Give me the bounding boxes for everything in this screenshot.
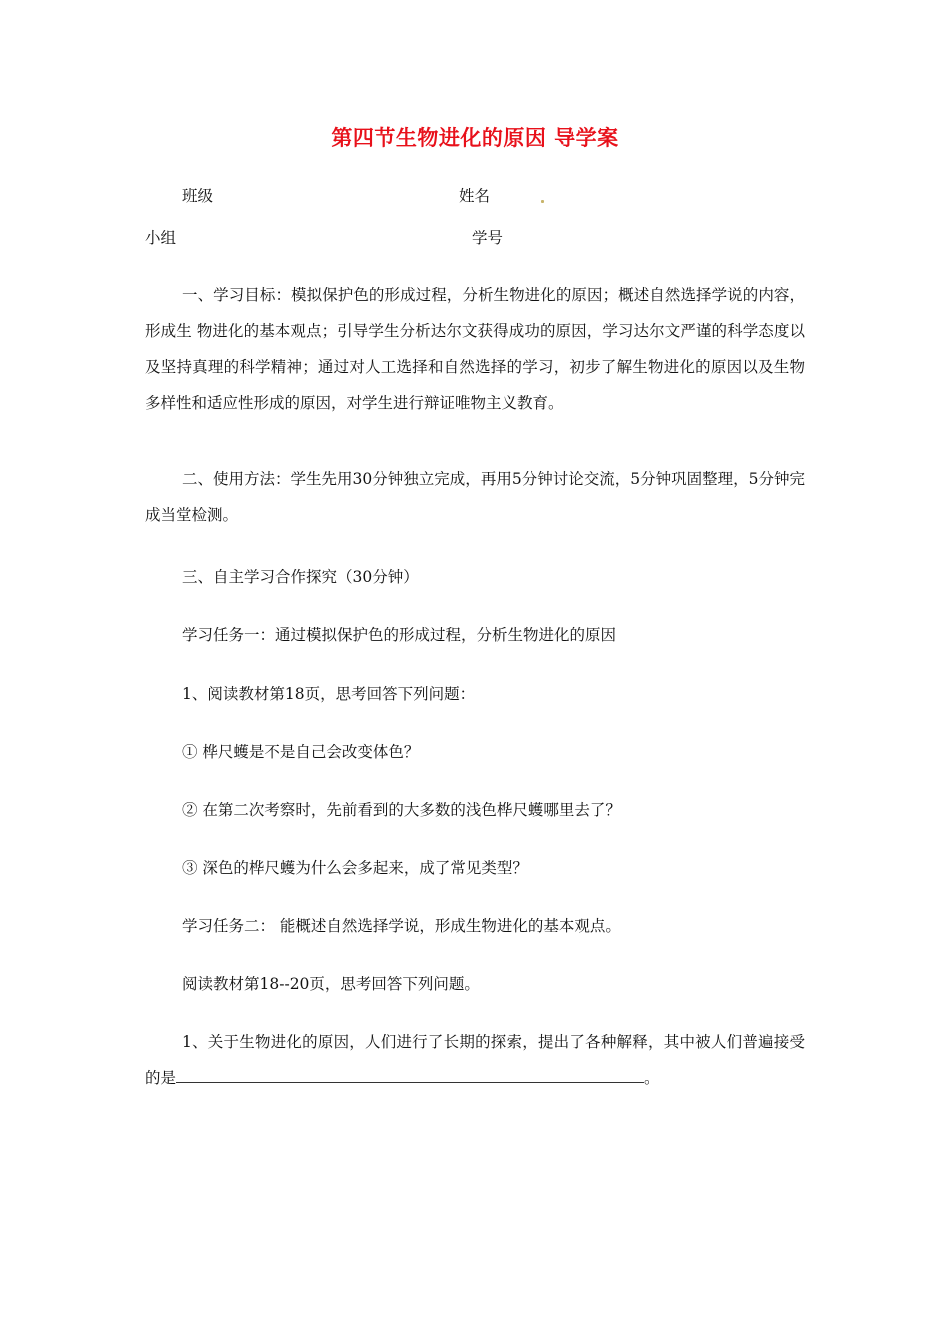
task1-heading: 学习任务一：通过模拟保护色的形成过程，分析生物进化的原因 (182, 626, 617, 644)
group-label: 小组 (145, 229, 177, 247)
document-title: 第四节生物进化的原因 导学案 (331, 126, 619, 150)
name-label: 姓名 (459, 187, 491, 205)
question-1: ① 桦尺蠖是不是自己会改变体色？ (182, 743, 420, 761)
speck-mark (541, 200, 544, 203)
answer-blank[interactable] (176, 1068, 644, 1083)
task2-question-1 (145, 1024, 805, 1096)
student-no-label: 学号 (472, 229, 504, 247)
section3-heading: 三、自主学习合作探究（30分钟） (182, 568, 419, 586)
task1-question-intro: 1、阅读教材第18页，思考回答下列问题： (182, 685, 476, 703)
question-2: ② 在第二次考察时，先前看到的大多数的浅色桦尺蠖哪里去了？ (182, 801, 621, 819)
task2-reading-instruction: 阅读教材第18--20页，思考回答下列问题。 (182, 975, 480, 993)
usage-method-paragraph: 二、使用方法：学生先用30分钟独立完成，再用5分钟讨论交流，5分钟巩固整理，5分钟完成当堂检测。 (145, 470, 805, 524)
learning-goals-paragraph: 一、学习目标：模拟保护色的形成过程，分析生物进化的原因；概述自然选择学说的内容，形成生 物进化的基本观点；引导学生分析达尔文获得成功的原因，学习达尔文严谨的科学态度以及坚持真理的科学精神；通过对人工选择和自然选择的学习，初步了解生物进化的原因以及生物多样性和适应性形成的原因，对学生进行辩证唯物主义教育。 (145, 286, 805, 412)
class-label: 班级 (182, 187, 214, 205)
question-3: ③ 深色的桦尺蠖为什么会多起来，成了常见类型？ (182, 859, 528, 877)
task2-question-1-text: 1、关于生物进化的原因，人们进行了长期的探索，提出了各种解释，其中被人们普遍接受的是 (145, 1033, 805, 1087)
task2-heading: 学习任务二： 能概述自然选择学说，形成生物进化的基本观点。 (182, 917, 621, 935)
task2-question-1-end: 。 (644, 1069, 660, 1087)
